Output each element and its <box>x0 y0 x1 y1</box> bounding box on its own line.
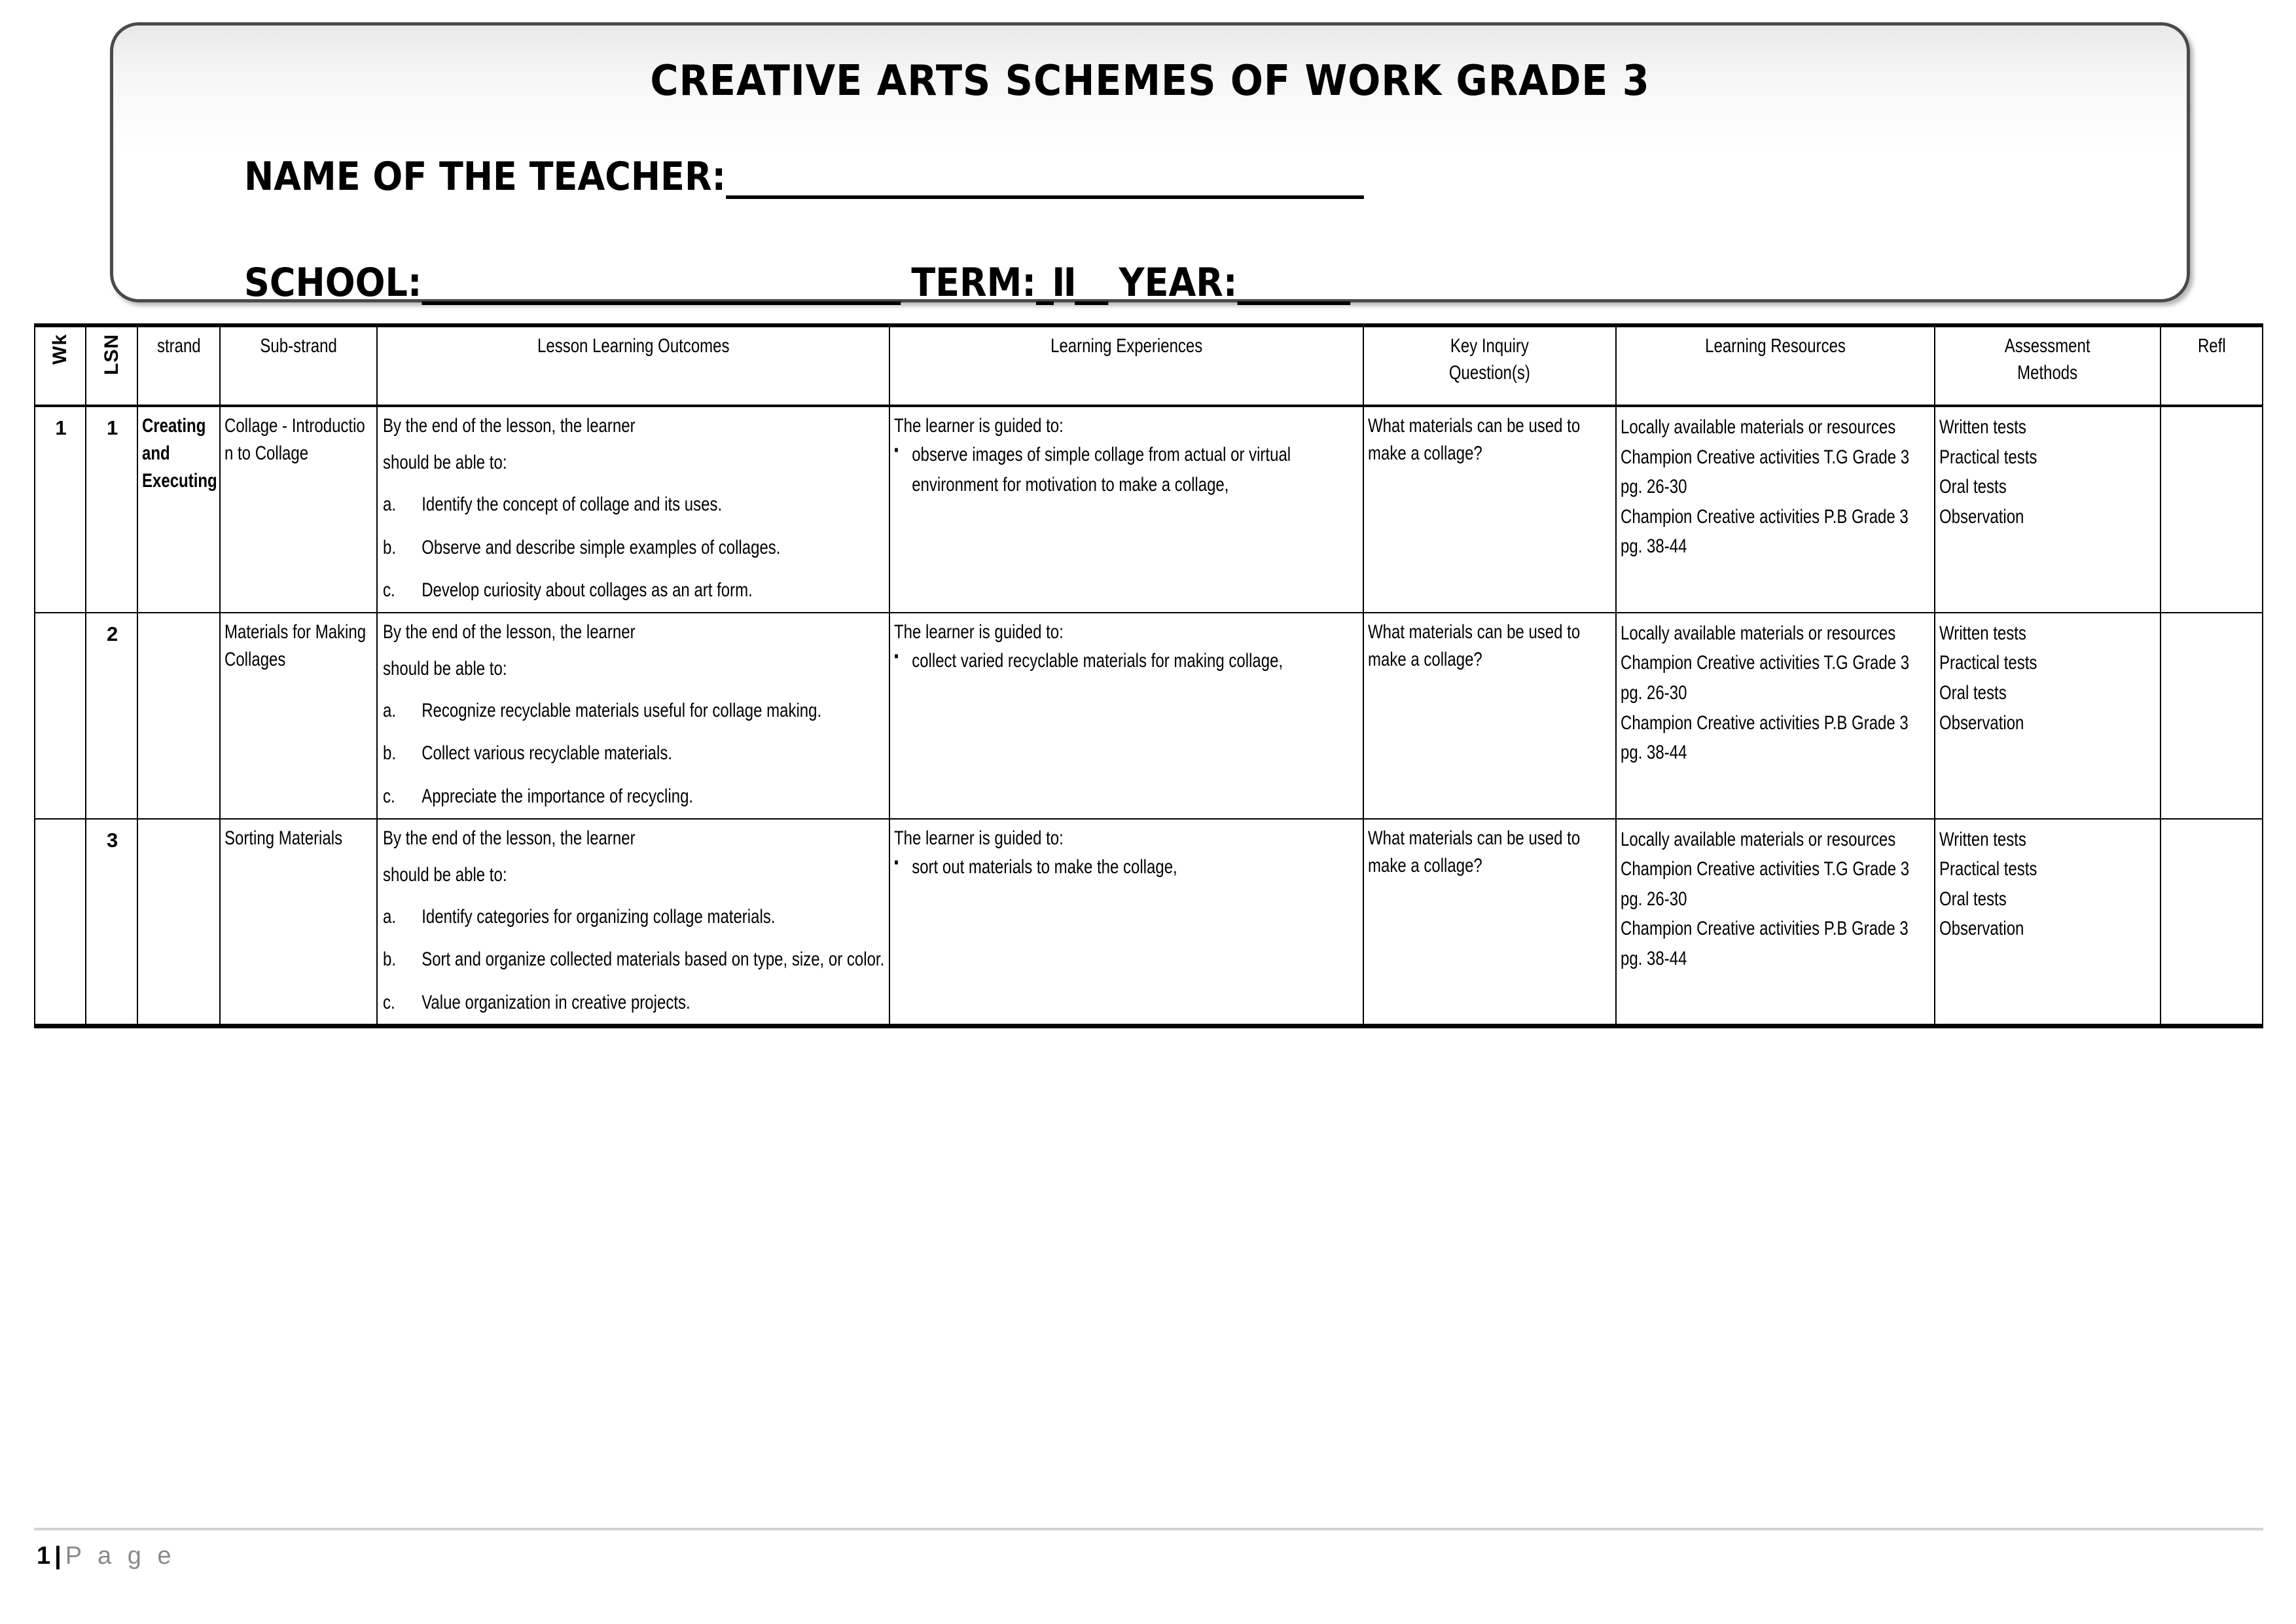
cell-key-inquiry-question <box>1363 406 1616 613</box>
outcome-item <box>383 696 884 726</box>
teacher-name-label: NAME OF THE TEACHER: <box>244 154 726 200</box>
assessment-item: Written tests <box>1939 622 2027 644</box>
cell-assessment-methods <box>1935 406 2161 613</box>
column-header-lesson-learning-outcomes-label: Lesson Learning Outcomes <box>537 335 730 357</box>
term-value[interactable]: _II__ <box>1035 260 1107 306</box>
column-header-strand-label: strand <box>156 335 201 357</box>
teacher-name-field <box>244 154 1362 200</box>
outcome-marker: a. <box>383 699 397 721</box>
sub-strand-value: Collage - Introductio n to Collage <box>224 415 365 464</box>
key-inquiry-value: What materials can be used to make a collage? <box>1367 415 1580 464</box>
outcome-marker: b. <box>383 742 397 765</box>
experiences-intro: The learner is guided to: <box>893 415 1064 437</box>
outcome-text: Collect various recyclable materials. <box>422 742 673 765</box>
column-header-strand <box>137 325 220 406</box>
lsn-value: 2 <box>106 622 118 645</box>
key-inquiry-value: What materials can be used to make a collage? <box>1367 827 1580 876</box>
column-header-lsn <box>86 325 137 406</box>
cell-refl[interactable] <box>2161 406 2263 613</box>
outcome-marker: c. <box>383 785 396 807</box>
cell-lsn <box>86 819 137 1026</box>
wk-value <box>35 820 85 833</box>
outcome-item <box>383 533 884 563</box>
column-header-assessment-methods <box>1935 325 2161 406</box>
experience-item <box>894 646 1360 676</box>
experiences-list <box>894 852 1360 882</box>
outcome-text: Observe and describe simple examples of collages. <box>422 536 781 558</box>
column-header-assessment-line1: Assessment <box>2005 335 2090 357</box>
experiences-list <box>894 440 1360 499</box>
assessment-item: Observation <box>1939 712 2024 734</box>
strand-value: Creating and Executing <box>142 415 217 492</box>
assessment-item: Practical tests <box>1939 446 2037 468</box>
outcomes-intro-line1: By the end of the lesson, the learner <box>383 415 636 437</box>
cell-key-inquiry-question <box>1363 613 1616 819</box>
square-bullet-icon: ▪ <box>893 853 899 871</box>
resource-item: Locally available materials or resources <box>1620 828 1895 850</box>
outcome-item <box>383 988 884 1018</box>
column-header-wk <box>35 325 86 406</box>
cell-strand <box>137 406 220 613</box>
footer-divider <box>34 1528 2263 1530</box>
column-header-sub-strand <box>220 325 378 406</box>
column-header-key-inquiry-questions <box>1363 325 1616 406</box>
outcomes-intro-line2: should be able to: <box>383 657 507 679</box>
assessment-item: Practical tests <box>1939 652 2037 674</box>
experiences-intro: The learner is guided to: <box>893 827 1064 849</box>
term-label: TERM: <box>911 260 1036 306</box>
key-inquiry-value: What materials can be used to make a collage? <box>1367 621 1580 670</box>
resource-item: Champion Creative activities P.B Grade 3 pg. 38-44 <box>1620 712 1909 764</box>
title-header-box <box>110 22 2190 306</box>
wk-value <box>35 613 85 626</box>
column-header-assessment-line2: Methods <box>2017 362 2078 384</box>
cell-wk <box>35 406 86 613</box>
resource-item: Champion Creative activities T.G Grade 3 pg. 26-30 <box>1620 446 1909 498</box>
assessment-item: Oral tests <box>1939 888 2007 910</box>
column-header-wk-label: Wk <box>49 334 71 365</box>
cell-assessment-methods <box>1935 613 2161 819</box>
assessment-item: Oral tests <box>1939 476 2007 498</box>
column-header-key-inquiry-line2: Question(s) <box>1448 362 1530 384</box>
teacher-name-blank[interactable]: ________________________________________ <box>726 154 1363 200</box>
school-blank[interactable]: ______________________________ <box>422 260 899 306</box>
outcome-text: Appreciate the importance of recycling. <box>422 785 694 807</box>
outcomes-list <box>383 696 884 812</box>
outcomes-intro-line1: By the end of the lesson, the learner <box>383 621 636 643</box>
cell-lesson-learning-outcomes <box>377 819 889 1026</box>
cell-strand <box>137 819 220 1026</box>
table-row <box>35 406 2263 613</box>
resource-item: Locally available materials or resources <box>1620 416 1895 438</box>
outcome-marker: a. <box>383 905 397 928</box>
school-term-year-field <box>244 260 1349 306</box>
year-blank[interactable]: _______ <box>1237 260 1349 306</box>
cell-refl[interactable] <box>2161 613 2263 819</box>
square-bullet-icon: ▪ <box>893 441 899 459</box>
outcome-item <box>383 782 884 812</box>
column-header-learning-experiences-label: Learning Experiences <box>1050 335 1202 357</box>
outcome-item <box>383 575 884 605</box>
column-header-learning-resources <box>1616 325 1935 406</box>
refl-value <box>2161 613 2262 625</box>
refl-value <box>2161 820 2262 831</box>
outcome-text: Identify the concept of collage and its uses. <box>422 494 723 515</box>
table-row <box>35 613 2263 819</box>
square-bullet-icon: ▪ <box>893 647 899 665</box>
cell-learning-resources <box>1616 406 1935 613</box>
assessment-item: Practical tests <box>1939 858 2037 880</box>
lsn-value: 3 <box>106 828 118 852</box>
outcomes-intro-line1: By the end of the lesson, the learner <box>383 827 636 849</box>
page-footer <box>37 1542 176 1570</box>
cell-learning-experiences <box>889 613 1363 819</box>
schemes-of-work-table <box>34 323 2263 1028</box>
outcome-text: Recognize recyclable materials useful for collage making. <box>422 699 822 721</box>
cell-sub-strand <box>220 406 378 613</box>
year-label: YEAR: <box>1119 260 1238 306</box>
cell-sub-strand <box>220 613 378 819</box>
cell-lesson-learning-outcomes <box>377 613 889 819</box>
resource-item: Locally available materials or resources <box>1620 622 1895 644</box>
column-header-refl-label: Refl <box>2197 335 2226 357</box>
experience-text: collect varied recyclable materials for making collage, <box>912 649 1283 672</box>
cell-wk <box>35 819 86 1026</box>
page-title: CREATIVE ARTS SCHEMES OF WORK GRADE 3 <box>650 57 1650 105</box>
outcomes-list <box>383 902 884 1018</box>
cell-assessment-methods <box>1935 819 2161 1026</box>
outcome-item <box>383 490 884 520</box>
outcomes-list <box>383 490 884 605</box>
assessment-item: Written tests <box>1939 828 2027 850</box>
resource-item: Champion Creative activities T.G Grade 3 pg. 26-30 <box>1620 858 1909 910</box>
resource-item: Champion Creative activities T.G Grade 3 pg. 26-30 <box>1620 652 1909 704</box>
footer-page-number: 1 <box>37 1542 51 1570</box>
lsn-value: 1 <box>106 416 118 439</box>
cell-lsn <box>86 406 137 613</box>
outcome-marker: b. <box>383 536 397 558</box>
experience-item <box>894 852 1360 882</box>
assessment-item: Written tests <box>1939 416 2027 438</box>
resource-item: Champion Creative activities P.B Grade 3 pg. 38-44 <box>1620 505 1909 558</box>
cell-lesson-learning-outcomes <box>377 406 889 613</box>
outcome-item <box>383 945 884 975</box>
cell-learning-resources <box>1616 819 1935 1026</box>
outcome-item <box>383 902 884 932</box>
sub-strand-value: Materials for Making Collages <box>224 621 366 670</box>
cell-key-inquiry-question <box>1363 819 1616 1026</box>
outcome-marker: c. <box>383 579 396 602</box>
cell-wk <box>35 613 86 819</box>
table-row <box>35 819 2263 1026</box>
cell-strand <box>137 613 220 819</box>
outcome-marker: a. <box>383 494 397 515</box>
column-header-key-inquiry-line1: Key Inquiry <box>1450 335 1529 357</box>
outcome-text: Value organization in creative projects. <box>422 991 691 1013</box>
cell-learning-experiences <box>889 406 1363 613</box>
outcomes-intro-line2: should be able to: <box>383 452 507 473</box>
column-header-learning-experiences <box>889 325 1363 406</box>
cell-lsn <box>86 613 137 819</box>
outcome-text: Sort and organize collected materials based on type, size, or color. <box>422 948 885 971</box>
outcome-item <box>383 738 884 768</box>
outcome-marker: b. <box>383 948 397 971</box>
cell-sub-strand <box>220 819 378 1026</box>
outcome-text: Develop curiosity about collages as an art form. <box>422 579 753 602</box>
footer-separator: | <box>54 1542 62 1570</box>
outcome-text: Identify categories for organizing collage materials. <box>422 905 776 928</box>
experiences-list <box>894 646 1360 676</box>
experience-text: sort out materials to make the collage, <box>912 856 1177 878</box>
wk-value: 1 <box>55 416 67 439</box>
cell-refl[interactable] <box>2161 819 2263 1026</box>
outcomes-intro-line2: should be able to: <box>383 863 507 886</box>
cell-learning-resources <box>1616 613 1935 819</box>
cell-learning-experiences <box>889 819 1363 1026</box>
column-header-refl <box>2161 325 2263 406</box>
school-label: SCHOOL: <box>244 260 422 306</box>
experience-item <box>894 440 1360 499</box>
column-header-lesson-learning-outcomes <box>377 325 889 406</box>
assessment-item: Oral tests <box>1939 681 2007 704</box>
footer-page-word: P a g e <box>65 1542 176 1570</box>
experiences-intro: The learner is guided to: <box>893 621 1064 643</box>
table-header-row <box>35 325 2263 406</box>
column-header-lsn-label: LSN <box>100 334 122 375</box>
sub-strand-value: Sorting Materials <box>224 827 342 849</box>
refl-value <box>2161 407 2262 419</box>
assessment-item: Observation <box>1939 505 2024 528</box>
resource-item: Champion Creative activities P.B Grade 3 pg. 38-44 <box>1620 918 1909 969</box>
assessment-item: Observation <box>1939 918 2024 940</box>
column-header-learning-resources-label: Learning Resources <box>1705 335 1846 357</box>
outcome-marker: c. <box>383 991 396 1013</box>
column-header-sub-strand-label: Sub-strand <box>260 335 337 357</box>
experience-text: observe images of simple collage from actual or virtual environment for motivation to make a collage, <box>912 444 1291 496</box>
